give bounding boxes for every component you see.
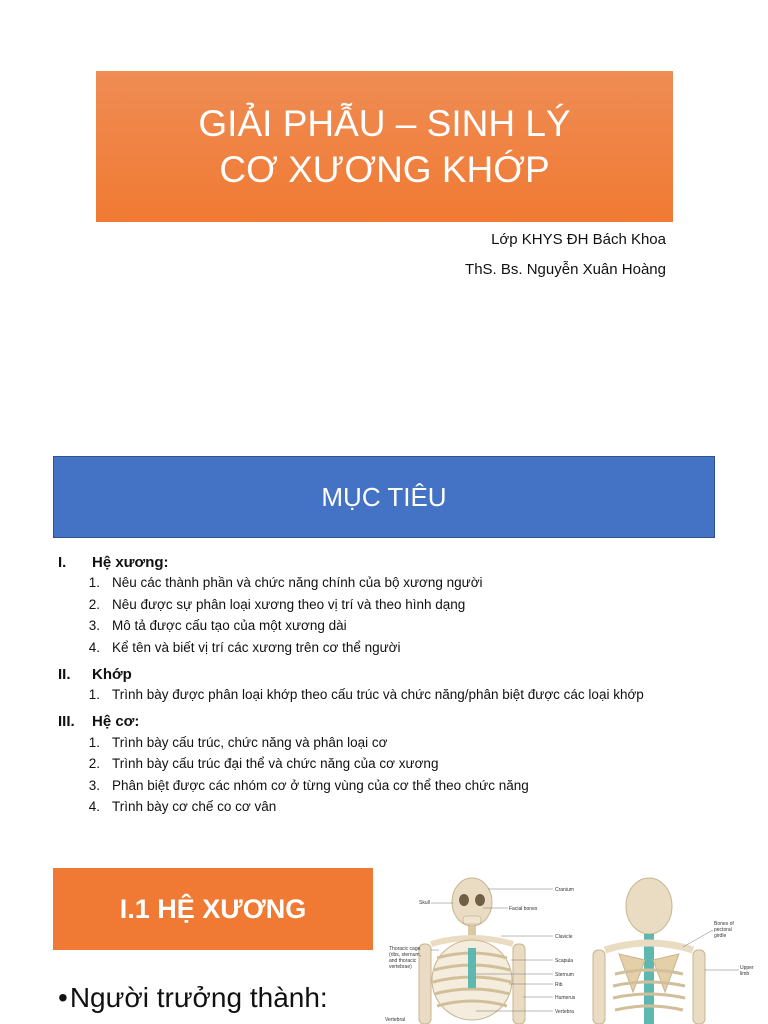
section-title: Hệ xương: (92, 553, 169, 571)
list-item: 3. Phân biệt được các nhóm cơ ở từng vùng của cơ thể theo chức năng (88, 777, 529, 793)
label-bones-of-pectoral-girdle: pectoral (714, 927, 732, 933)
left-upper-limb (593, 950, 605, 1024)
label-cranium: Cranium (555, 887, 574, 893)
bullet-dot: • (58, 982, 68, 1013)
objectives-banner (53, 456, 715, 538)
list-item: 1. Nêu các thành phần và chức năng chính của bộ xương người (88, 575, 483, 591)
author-class: Lớp KHYS ĐH Bách Khoa (491, 231, 666, 248)
jaw (463, 916, 481, 924)
label-rib: Rib (555, 982, 563, 988)
label-bones-of-pectoral-girdle: Bones of (714, 921, 734, 927)
section-skeleton-banner (53, 868, 373, 950)
label-skull: Skull (419, 900, 430, 906)
label-humerus: Humerus (555, 995, 576, 1001)
skull-back (626, 878, 672, 934)
list-item: 4. Kể tên và biết vị trí các xương trên cơ thể người (88, 639, 401, 655)
section-skeleton-heading: I.1 HỆ XƯƠNG (119, 893, 307, 924)
label-thoracic-cage: and thoracic (389, 958, 417, 964)
spine (644, 934, 654, 1024)
label-vertebra: Vertebra (555, 1009, 574, 1015)
eye-socket (475, 894, 485, 906)
label-vertebral: Vertebral (385, 1017, 406, 1023)
sternum (468, 948, 476, 988)
label-sternum: Sternum (555, 972, 574, 978)
list-item: 2. Trình bày cấu trúc đại thể và chức năng của cơ xương (88, 756, 439, 772)
objectives-outline (58, 552, 748, 824)
label-facial-bones: Facial bones (509, 906, 538, 912)
section-title: Khớp (92, 665, 132, 683)
list-item: 1. Trình bày cấu trúc, chức năng và phân loại cơ (88, 734, 388, 750)
label-upper-limb: limb (740, 971, 750, 977)
skeleton-illustration (383, 870, 768, 1024)
label-bones-of-pectoral-girdle: girdle (714, 933, 727, 939)
section-number: I. (58, 553, 67, 571)
title-banner (96, 71, 673, 222)
list-item: 1. Trình bày được phân loại khớp theo cấu trúc và chức năng/phân biệt được các loại khớp (88, 687, 644, 703)
author-lecturer: ThS. Bs. Nguyễn Xuân Hoàng (465, 261, 666, 278)
list-item-text: Kể tên và biết vị trí các xương trên cơ thể người (112, 639, 401, 655)
bullet-text: Người trưởng thành: (69, 982, 328, 1013)
list-item-text: Phân biệt được các nhóm cơ ở từng vùng của cơ thể theo chức năng (112, 777, 529, 793)
label-upper-limb: Upper (740, 965, 754, 971)
section-skeleton (58, 552, 748, 658)
list-item: 4. Trình bày cơ chế co cơ vân (88, 799, 277, 815)
list-item-text: Nêu được sự phân loại xương theo vị trí và theo hình dạng (112, 596, 466, 612)
section-muscles (58, 712, 748, 818)
label-scapula: Scapula (555, 958, 574, 964)
label-thoracic-cage: vertebrae) (389, 964, 412, 970)
front-skeleton (419, 878, 525, 1024)
list-item-text: Trình bày cấu trúc, chức năng và phân loại cơ (112, 734, 388, 750)
list-item-text: Trình bày cơ chế co cơ vân (112, 799, 277, 815)
bullet-adult (58, 982, 328, 1014)
list-item-text: Mô tả được cấu tạo của một xương dài (112, 618, 347, 634)
section-title: Hệ cơ: (92, 713, 140, 730)
section-joints (58, 664, 748, 706)
section-number: III. (58, 713, 75, 730)
eye-socket (459, 894, 469, 906)
title-line-2: CƠ XƯƠNG KHỚP (219, 148, 550, 190)
list-item-text: Nêu các thành phần và chức năng chính của bộ xương người (112, 575, 483, 591)
list-item-text: Trình bày cấu trúc đại thể và chức năng của cơ xương (112, 756, 439, 772)
skeleton-figure (383, 870, 768, 1024)
label-thoracic-cage: (ribs, sternum, (389, 952, 421, 958)
list-item: 2. Nêu được sự phân loại xương theo vị trí và theo hình dạng (88, 596, 466, 612)
section-number: II. (58, 665, 71, 683)
list-item: 3. Mô tả được cấu tạo của một xương dài (88, 618, 347, 634)
back-skeleton (593, 878, 705, 1024)
list-item-text: Trình bày được phân loại khớp theo cấu trúc và chức năng/phân biệt được các loại khớp (112, 687, 644, 703)
objectives-heading: MỤC TIÊU (321, 481, 447, 512)
label-clavicle: Clavicle (555, 934, 573, 940)
title-line-1: GIẢI PHẪU – SINH LÝ (198, 102, 571, 144)
right-upper-limb (693, 950, 705, 1024)
label-thoracic-cage: Thoracic cage (389, 946, 421, 952)
